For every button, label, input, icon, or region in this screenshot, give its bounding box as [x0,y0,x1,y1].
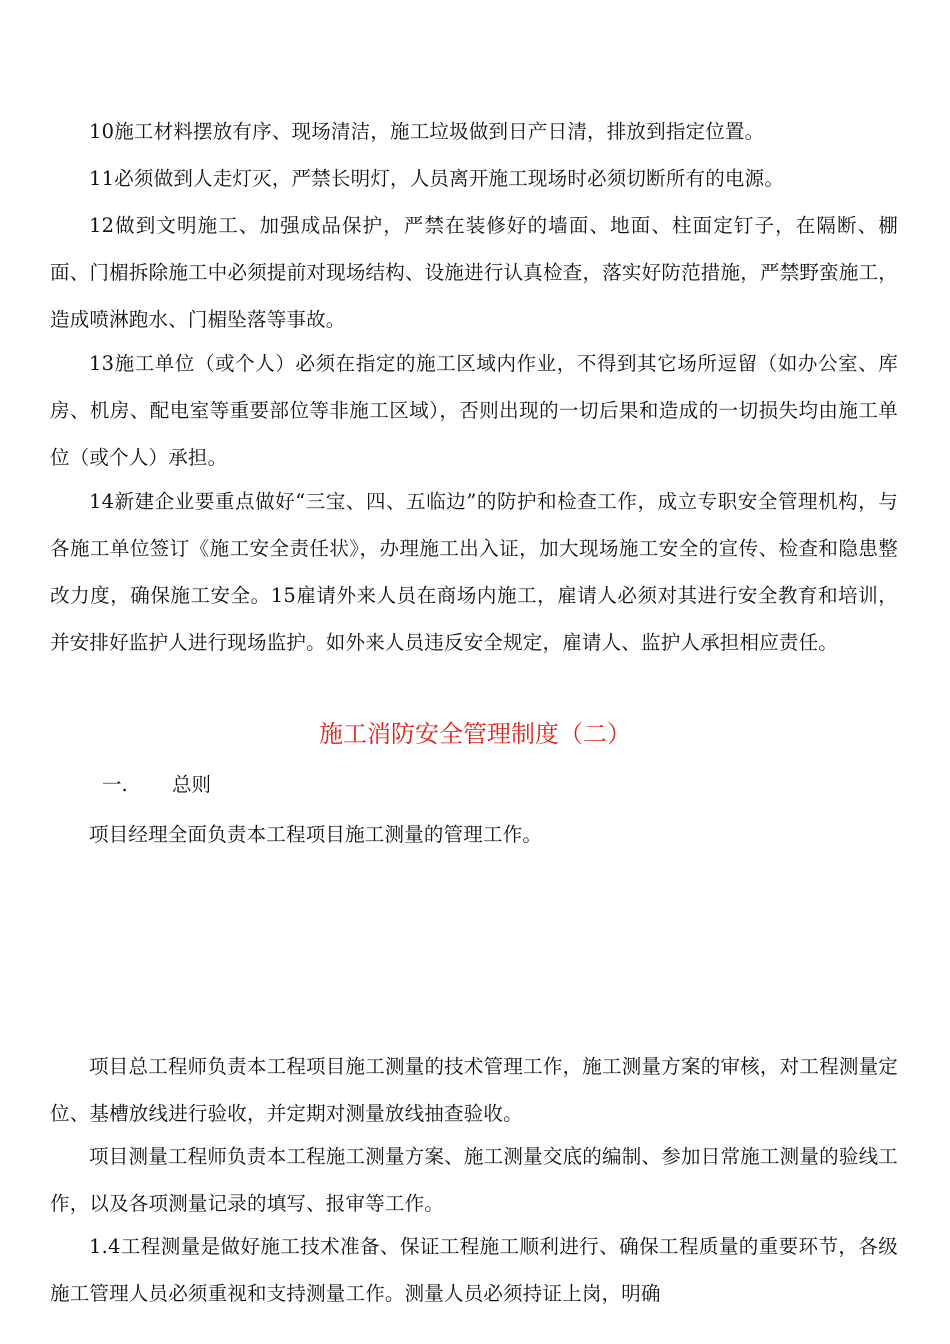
paragraph-survey-engineer: 项目测量工程师负责本工程施工测量方案、施工测量交底的编制、参加日常施工测量的验线工作，以及各项测量记录的填写、报审等工作。 [50,1145,898,1215]
paragraph-chief-engineer: 项目总工程师负责本工程项目施工测量的技术管理工作，施工测量方案的审核，对工程测量定位、基槽放线进行验收，并定期对测量放线抽查验收。 [50,1055,898,1125]
section-title: 施工消防安全管理制度（二） [319,720,631,748]
section-heading-number: 一. [102,773,128,796]
paragraph-item-12: 12做到文明施工、加强成品保护，严禁在装修好的墙面、地面、柱面定钉子，在隔断、棚面、门楣拆除施工中必须提前对现场结构、设施进行认真检查，落实好防范措施，严禁野蛮施工，造成喷淋跑水、门楣坠落等事故。 [50,214,898,331]
paragraph-item-1-4: 1.4工程测量是做好施工技术准备、保证工程施工顺利进行、确保工程质量的重要环节，各级施工管理人员必须重视和支持测量工作。测量人员必须持证上岗，明确 [50,1235,898,1305]
paragraph-item-13: 13施工单位（或个人）必须在指定的施工区域内作业，不得到其它场所逗留（如办公室、库房、机房、配电室等重要部位等非施工区域），否则出现的一切后果和造成的一切损失均由施工单位（或个人）承担。 [50,352,898,469]
paragraph-item-10: 10施工材料摆放有序、现场清洁，施工垃圾做到日产日清，排放到指定位置。 [89,120,765,143]
paragraph-item-14-15: 14新建企业要重点做好“三宝、四、五临边”的防护和检查工作，成立专职安全管理机构，与各施工单位签订《施工安全责任状》，办理施工出入证，加大现场施工安全的宣传、检查和隐患整改力度，确保施工安全。15雇请外来人员在商场内施工，雇请人必须对其进行安全教育和培训，并安排好监护人进行现场监护。如外来人员违反安全规定，雇请人、监护人承担相应责任。 [50,490,898,654]
section-heading-label: 总则 [172,773,212,796]
paragraph-item-11: 11必须做到人走灯灭，严禁长明灯，人员离开施工现场时必须切断所有的电源。 [89,167,785,190]
paragraph-project-manager: 项目经理全面负责本工程项目施工测量的管理工作。 [89,823,543,846]
section-heading [102,765,211,805]
